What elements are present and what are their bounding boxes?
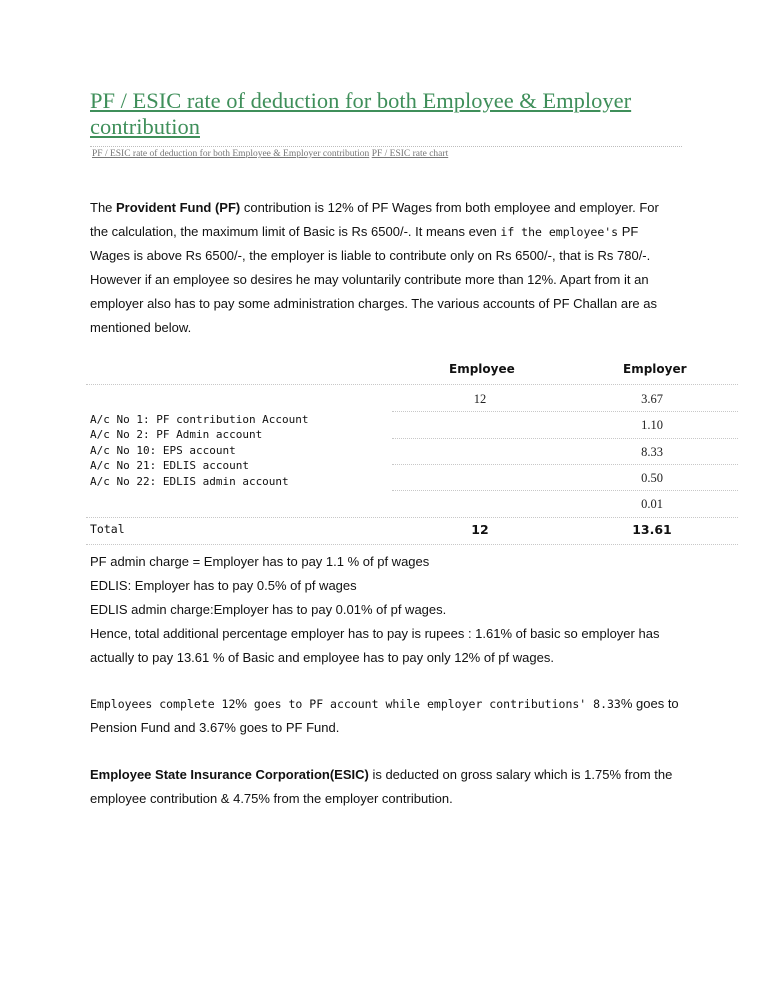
- breadcrumb-link-rate-chart[interactable]: PF / ESIC rate chart: [371, 149, 449, 159]
- breadcrumb-divider: [90, 146, 682, 147]
- table-header-employee: Employee: [449, 362, 515, 376]
- esic-bold: Employee State Insurance Corporation(ESIC): [90, 767, 369, 782]
- note-line: EDLIS: Employer has to pay 0.5% of pf wages: [90, 578, 357, 593]
- account-item: A/c No 21: EDLIS account: [90, 459, 249, 473]
- total-label: Total: [90, 522, 125, 536]
- cell-employer-3: 0.50: [641, 471, 663, 485]
- intro-paragraph: [90, 196, 680, 340]
- account-item: A/c No 1: PF contribution Account: [90, 413, 309, 426]
- table-header-employer: Employer: [623, 362, 687, 376]
- table-rule-top: [86, 384, 738, 385]
- employees-text-2: % goes to Pension Fund and 3.67% goes to PF Fund.: [90, 696, 679, 735]
- table-rule-row-1: [392, 438, 738, 439]
- note-line: Hence, total additional percentage employer has to pay is rupees : 1.61% of basic so employer has actually to pay 13.61 % of Basic and employee has to pay only 12% of pf wages.: [90, 626, 660, 665]
- employees-mono-2: goes to PF account while employer contributions' 8.33: [246, 697, 621, 711]
- cell-employee-0: 12: [473, 392, 487, 406]
- page-title: PF / ESIC rate of deduction for both Employee & Employer contribution: [90, 88, 632, 139]
- notes-block: [90, 550, 680, 670]
- intro-text-3: PF Wages is above Rs 6500/-, the employer is liable to contribute only on Rs 6500/-, that is Rs 780/-. However if an employee so desires he may voluntarily contribute more than 12%. Apart from it an employer also has to pay some administration charges. The various accounts of PF Challan are as mentioned below.: [90, 224, 657, 335]
- account-item: A/c No 22: EDLIS admin account: [90, 474, 289, 488]
- intro-text-1: The: [90, 200, 117, 215]
- employees-mono-1: Employees complete 12: [90, 697, 236, 711]
- esic-text: is deducted on gross salary which is 1.75% from the employee contribution & 4.75% from the employer contribution.: [90, 767, 673, 806]
- total-employer: 13.61: [632, 522, 672, 537]
- cell-employer-2: 8.33: [641, 445, 663, 459]
- employees-text-1: %: [235, 696, 247, 711]
- total-employee: 12: [471, 522, 489, 537]
- account-list: [90, 412, 309, 489]
- account-item: A/c No 2: PF Admin account: [90, 428, 263, 442]
- note-line: EDLIS admin charge:Employer has to pay 0.01% of pf wages.: [90, 602, 447, 617]
- cell-employer-4: 0.01: [641, 497, 663, 511]
- account-item: A/c No 10: EPS account: [90, 443, 236, 457]
- table-rule-row-2: [392, 464, 738, 465]
- intro-mono-text: if the employee's: [500, 225, 619, 239]
- intro-text-2: contribution is 12% of PF Wages from both employee and employer. For the calculation, the maximum limit of Basic is Rs 6500/-. It means even: [90, 200, 659, 239]
- table-rule-total-top: [86, 517, 738, 518]
- table-rule-row-3: [392, 490, 738, 491]
- employees-paragraph: [90, 692, 680, 740]
- table-rule-total-bottom: [86, 544, 738, 545]
- cell-employer-0: 3.67: [641, 392, 663, 406]
- breadcrumb-link-article[interactable]: PF / ESIC rate of deduction for both Employee & Employer contribution: [92, 149, 370, 159]
- cell-employer-1: 1.10: [641, 418, 663, 432]
- intro-bold-pf: Provident Fund (PF): [116, 200, 241, 215]
- esic-paragraph: [90, 763, 680, 811]
- breadcrumb: [92, 148, 448, 160]
- note-line: PF admin charge = Employer has to pay 1.1 % of pf wages: [90, 554, 430, 569]
- table-rule-row-0: [392, 411, 738, 412]
